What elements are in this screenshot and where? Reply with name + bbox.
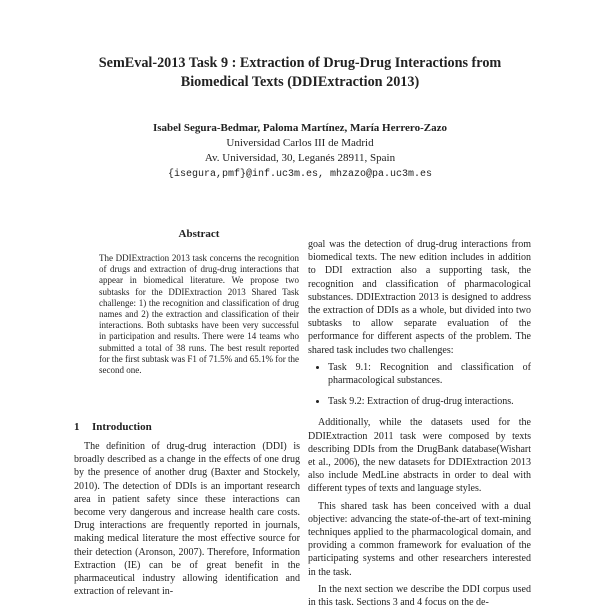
- title-line-1: SemEval-2013 Task 9 : Extraction of Drug-Drug Interactions from: [98, 55, 502, 71]
- abstract-heading: Abstract: [178, 228, 220, 240]
- task-list-item-2: • Task 9.2: Extraction of drug-drug interactions.: [328, 395, 531, 408]
- paper-title: [0, 54, 600, 92]
- address: Av. Universidad, 30, Leganés 28911, Spain: [204, 152, 396, 165]
- task-list-item-1: • Task 9.1: Recognition and classification of pharmacological substances.: [328, 361, 531, 387]
- affiliation: Universidad Carlos III de Madrid: [226, 137, 374, 150]
- section-heading-introduction: [74, 421, 152, 433]
- abstract-text: The DDIExtraction 2013 task concerns the recognition of drugs and extraction of drug-drug interactions that appear in biomedical literature. We propose two subtasks for the DDIExtraction 2013 Shared Task challenge: 1) the recognition and classification of drug names and 2) the extraction and classification of their interactions. Both subtasks have been very successful in participation and results. There were 14 teams who submitted a total of 38 runs. The best result reported for the first subtask was F1 of 71.5% and 65.1% for the second one.: [99, 253, 299, 376]
- right-paragraph-4: In the next section we describe the DDI corpus used in this task. Sections 3 and 4 focus on the de-: [308, 583, 531, 609]
- right-column: [308, 238, 531, 613]
- author-emails: {isegura,pmf}@inf.uc3m.es, mhzazo@pa.uc3m.es: [167, 168, 433, 180]
- right-paragraph-2: Additionally, while the datasets used for the DDIExtraction 2011 task were composed by texts describing DDIs from the DrugBank database(Wishart et al., 2006), the new datasets for DDIExtraction 2013 also include MedLine abstracts in order to deal with different types of texts and language styles.: [308, 417, 531, 495]
- section-number: 1: [74, 421, 80, 433]
- section-title: Introduction: [92, 421, 152, 433]
- author-names: Isabel Segura-Bedmar, Paloma Martínez, María Herrero-Zazo: [153, 122, 447, 134]
- introduction-paragraph: The definition of drug-drug interaction (DDI) is broadly described as a change in the effects of one drug by the presence of another drug (Baxter and Stockely, 2010). The detection of DDIs is an important research area in patient safety since these interactions can become very dangerous and increase health care costs. Drug interactions are frequently reported in journals, making medical literature the most effective source for their detection (Aronson, 2007). Therefore, Information Extraction (IE) can be of great benefit in the pharmaceutical industry allowing identification and extraction of relevant in-: [74, 441, 300, 598]
- right-paragraph-1: goal was the detection of drug-drug interactions from biomedical texts. The new edition includes in addition to DDI extraction also a supporting task, the recognition and classification of pharmacological substances. DDIExtraction 2013 is designed to address the extraction of DDIs as a whole, but divided into two subtasks to allow separate evaluation of the performance for different aspects of the problem. The shared task includes two challenges:: [308, 239, 531, 356]
- right-paragraph-3: This shared task has been conceived with a dual objective: advancing the state-of-the-art of text-mining techniques applied to the pharmacological domain, and providing a common framework for evaluation of the participating systems and other researchers interested in the task.: [308, 500, 531, 578]
- introduction-body: [74, 440, 300, 598]
- task-list: [308, 361, 531, 409]
- title-line-2: Biomedical Texts (DDIExtraction 2013): [180, 74, 420, 90]
- author-block: [0, 121, 600, 182]
